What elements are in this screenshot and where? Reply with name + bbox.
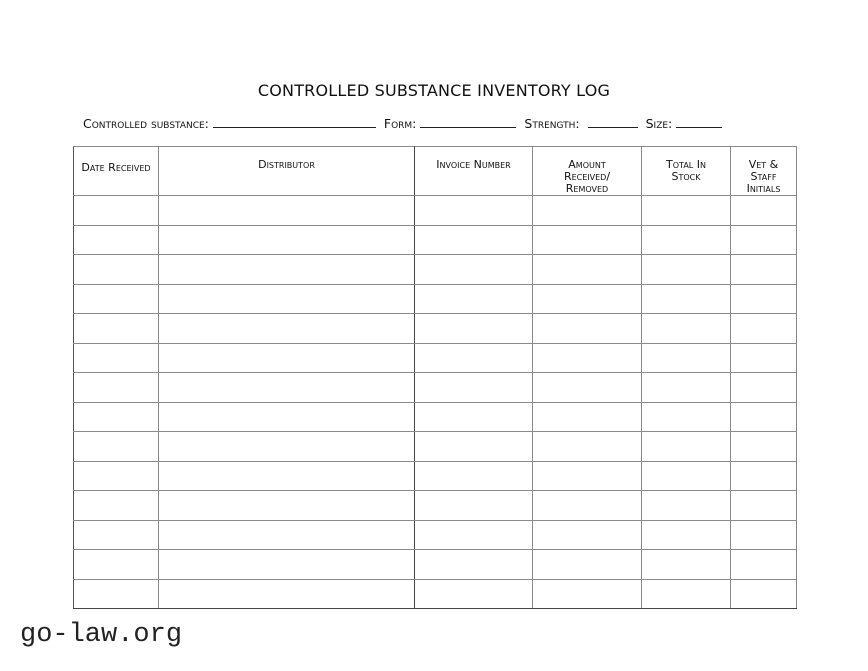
table-cell[interactable] [415, 461, 533, 491]
table-cell[interactable] [159, 491, 415, 521]
table-row [74, 491, 797, 521]
table-cell[interactable] [731, 343, 797, 373]
substance-fields-line [83, 116, 803, 131]
table-cell[interactable] [533, 284, 642, 314]
table-cell[interactable] [731, 432, 797, 462]
table-cell[interactable] [642, 402, 731, 432]
table-row [74, 402, 797, 432]
table-cell[interactable] [642, 432, 731, 462]
table-cell[interactable] [74, 461, 159, 491]
table-body [74, 196, 797, 609]
table-cell[interactable] [731, 491, 797, 521]
table-header-row [74, 147, 797, 196]
table-cell[interactable] [74, 225, 159, 255]
table-cell[interactable] [642, 196, 731, 226]
table-cell[interactable] [731, 314, 797, 344]
table-cell[interactable] [415, 550, 533, 580]
table-cell[interactable] [159, 550, 415, 580]
table-cell[interactable] [74, 255, 159, 285]
table-cell[interactable] [731, 255, 797, 285]
table-cell[interactable] [533, 255, 642, 285]
table-row [74, 373, 797, 403]
table-cell[interactable] [533, 402, 642, 432]
table-cell[interactable] [642, 373, 731, 403]
table-cell[interactable] [415, 343, 533, 373]
table-cell[interactable] [642, 520, 731, 550]
table-cell[interactable] [533, 461, 642, 491]
table-cell[interactable] [642, 255, 731, 285]
table-cell[interactable] [642, 491, 731, 521]
table-cell[interactable] [642, 579, 731, 609]
table-cell[interactable] [159, 196, 415, 226]
col-header-amount-received-removed: Amount Received/ Removed [533, 147, 642, 196]
col-header-total-in-stock: Total In Stock [642, 147, 731, 196]
table-row [74, 343, 797, 373]
table-cell[interactable] [74, 314, 159, 344]
table-cell[interactable] [159, 461, 415, 491]
table-cell[interactable] [533, 491, 642, 521]
table-row [74, 225, 797, 255]
table-cell[interactable] [159, 373, 415, 403]
strength-field[interactable] [588, 116, 638, 128]
size-label: Size: [645, 116, 673, 131]
table-cell[interactable] [533, 432, 642, 462]
table-cell[interactable] [731, 196, 797, 226]
table-cell[interactable] [533, 225, 642, 255]
col-header-invoice-number: Invoice Number [415, 147, 533, 196]
table-row [74, 255, 797, 285]
table-cell[interactable] [415, 491, 533, 521]
watermark-text: go-law.org [20, 620, 183, 650]
table-cell[interactable] [642, 343, 731, 373]
table-cell[interactable] [74, 402, 159, 432]
table-row [74, 550, 797, 580]
table-cell[interactable] [415, 284, 533, 314]
table-cell[interactable] [159, 314, 415, 344]
table-row [74, 196, 797, 226]
table-cell[interactable] [74, 343, 159, 373]
table-cell[interactable] [415, 373, 533, 403]
table-cell[interactable] [731, 550, 797, 580]
table-cell[interactable] [642, 461, 731, 491]
table-cell[interactable] [533, 373, 642, 403]
col-header-date-received: Date Received [74, 147, 159, 196]
table-cell[interactable] [642, 284, 731, 314]
table-row [74, 579, 797, 609]
table-cell[interactable] [731, 461, 797, 491]
table-cell[interactable] [642, 550, 731, 580]
table-cell[interactable] [415, 255, 533, 285]
table-cell[interactable] [415, 402, 533, 432]
table-cell[interactable] [533, 343, 642, 373]
col-header-distributor: Distributor [159, 147, 415, 196]
table-row [74, 314, 797, 344]
table-cell[interactable] [533, 550, 642, 580]
table-cell[interactable] [74, 432, 159, 462]
inventory-log-table [73, 146, 797, 609]
document-title: CONTROLLED SUBSTANCE INVENTORY LOG [257, 81, 611, 100]
table-cell[interactable] [415, 225, 533, 255]
table-cell[interactable] [74, 550, 159, 580]
table-row [74, 520, 797, 550]
table-cell[interactable] [159, 520, 415, 550]
col-header-vet-staff-initials: Vet & Staff Initials [731, 147, 797, 196]
table-cell[interactable] [415, 314, 533, 344]
table-cell[interactable] [415, 196, 533, 226]
table-row [74, 461, 797, 491]
table-cell[interactable] [731, 520, 797, 550]
table-row [74, 432, 797, 462]
table-cell[interactable] [731, 373, 797, 403]
table-cell[interactable] [159, 225, 415, 255]
table-cell[interactable] [533, 520, 642, 550]
table-cell[interactable] [731, 402, 797, 432]
table-cell[interactable] [159, 284, 415, 314]
strength-label: Strength: [524, 116, 580, 131]
table-cell[interactable] [159, 432, 415, 462]
size-field[interactable] [676, 116, 722, 128]
form-label: Form: [383, 116, 417, 131]
table-cell[interactable] [731, 225, 797, 255]
controlled-substance-field[interactable] [213, 116, 376, 128]
table-cell[interactable] [731, 579, 797, 609]
table-cell[interactable] [642, 314, 731, 344]
form-field[interactable] [420, 116, 516, 128]
table-cell[interactable] [159, 255, 415, 285]
table-cell[interactable] [74, 520, 159, 550]
table-cell[interactable] [74, 284, 159, 314]
table-cell[interactable] [533, 196, 642, 226]
table-cell[interactable] [642, 225, 731, 255]
table-cell[interactable] [74, 491, 159, 521]
table-cell[interactable] [415, 432, 533, 462]
controlled-substance-label: Controlled substance: [83, 116, 209, 131]
table-cell[interactable] [533, 314, 642, 344]
table-cell[interactable] [74, 196, 159, 226]
table-cell[interactable] [159, 402, 415, 432]
table-cell[interactable] [159, 579, 415, 609]
table-cell[interactable] [74, 373, 159, 403]
table-cell[interactable] [533, 579, 642, 609]
table-row [74, 284, 797, 314]
table-cell[interactable] [159, 343, 415, 373]
table-cell[interactable] [415, 579, 533, 609]
table-cell[interactable] [415, 520, 533, 550]
table-cell[interactable] [731, 284, 797, 314]
table-cell[interactable] [74, 579, 159, 609]
